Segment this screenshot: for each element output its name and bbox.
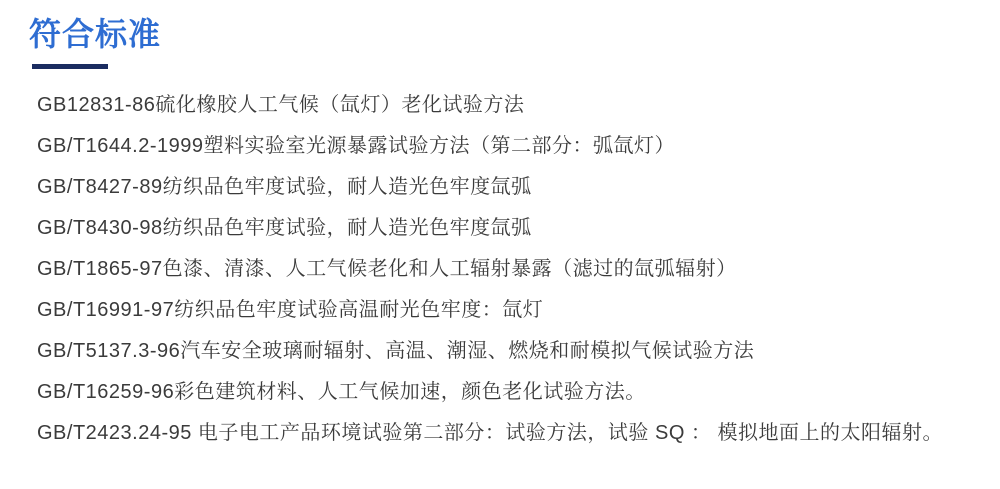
standard-item: GB/T1865-97色漆、清漆、人工气候老化和人工辐射暴露（滤过的氙弧辐射） <box>37 258 737 280</box>
standard-item: GB/T2423.24-95 电子电工产品环境试验第二部分：试验方法，试验 SQ ： 模拟地面上的太阳辐射。 <box>37 422 943 444</box>
standard-item: GB/T8430-98纺织品色牢度试验，耐人造光色牢度氙弧 <box>37 217 532 239</box>
standard-item: GB/T8427-89纺织品色牢度试验，耐人造光色牢度氙弧 <box>37 176 532 198</box>
standard-item: GB/T1644.2-1999塑料实验室光源暴露试验方法（第二部分：弧氙灯） <box>37 135 675 157</box>
standards-list <box>37 85 943 454</box>
standard-item: GB/T16259-96彩色建筑材料、人工气候加速，颜色老化试验方法。 <box>37 381 646 403</box>
standard-item: GB/T5137.3-96汽车安全玻璃耐辐射、高温、潮湿、燃烧和耐模拟气候试验方法 <box>37 340 755 362</box>
standard-item: GB12831-86硫化橡胶人工气候（氙灯）老化试验方法 <box>37 94 525 116</box>
section-title: 符合标准 <box>29 16 162 52</box>
title-underline <box>32 64 108 69</box>
standard-item: GB/T16991-97纺织品色牢度试验高温耐光色牢度：氙灯 <box>37 299 544 321</box>
